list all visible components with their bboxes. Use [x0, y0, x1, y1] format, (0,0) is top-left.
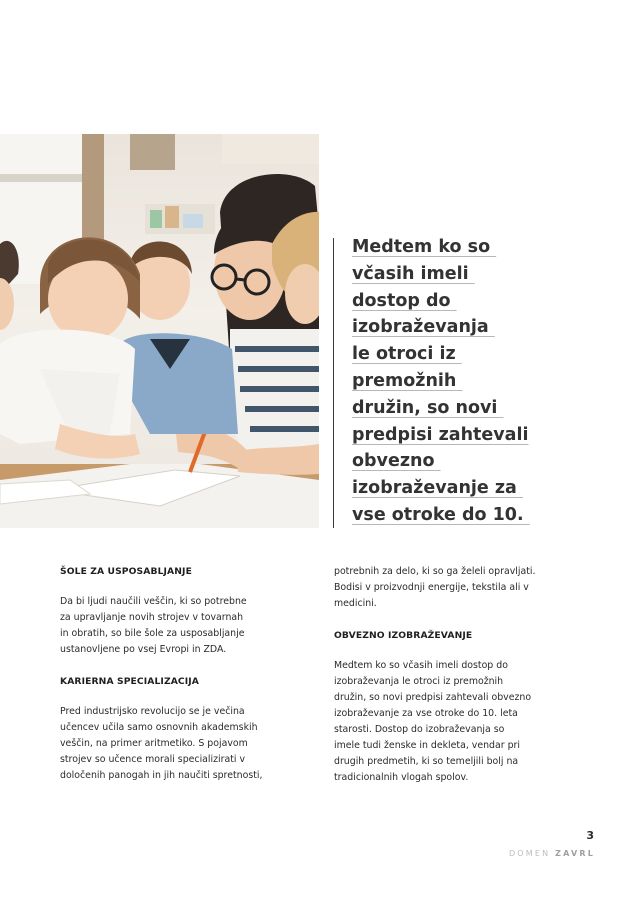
quote-line: Medtem ko so: [352, 237, 497, 257]
quote-line: obvezno: [352, 451, 441, 472]
body-line: in obratih, so bile šole za usposabljanje: [60, 628, 245, 639]
quote-line: vse otroke do 10.: [352, 504, 530, 525]
body-line: izobraževanja le otroci iz premožnih: [334, 676, 504, 687]
body-line: Pred industrijsko revolucijo se je večina: [60, 706, 245, 717]
body-line: drugih predmetih, ki so temeljili bolj na: [334, 756, 519, 767]
quote-vertical-rule: [333, 238, 334, 528]
classroom-photo: [0, 134, 319, 528]
body-line: ustanovljene po vsej Evropi in ZDA.: [60, 644, 227, 655]
body-line: Medtem ko so včasih imeli dostop do: [334, 660, 508, 671]
quote-line: premožnih: [352, 370, 463, 391]
quote-line: izobraževanja: [352, 317, 495, 338]
body-line: Da bi ljudi naučili veščin, ki so potrebne: [60, 596, 247, 607]
section-body-compulsory: [334, 658, 594, 786]
body-line: potrebnih za delo, ki so ga želeli opravljati.: [334, 566, 536, 577]
quote-line: predpisi zahtevali: [352, 424, 529, 445]
body-line: določenih panogah in jih naučiti spretnosti,: [60, 770, 263, 781]
body-line: Bodisi v proizvodnji energije, tekstila ali v: [334, 582, 529, 593]
section-body-career: [60, 704, 320, 784]
pull-quote: [352, 234, 622, 529]
author-last-name: ZAVRL: [555, 849, 595, 858]
left-column: [60, 564, 320, 800]
right-column: [334, 564, 594, 802]
body-line: imele tudi ženske in dekleta, vendar pri: [334, 740, 520, 751]
body-line: tradicionalnih vlogah spolov.: [334, 772, 469, 783]
footer-author: [505, 849, 595, 858]
quote-line: le otroci iz: [352, 344, 462, 365]
body-line: učencev učila samo osnovnih akademskih: [60, 722, 258, 733]
body-line: medicini.: [334, 598, 377, 609]
body-line: veščin, na primer aritmetiko. S pojavom: [60, 738, 248, 749]
quote-line: včasih imeli: [352, 263, 475, 284]
page-number: 3: [586, 829, 594, 842]
body-line: strojev so učence morali specializirati v: [60, 754, 246, 765]
body-line: za upravljanje novih strojev v tovarnah: [60, 612, 244, 623]
section-body-vocational: [60, 594, 320, 658]
quote-line: družin, so novi: [352, 397, 504, 418]
section-heading-compulsory: OBVEZNO IZOBRAŽEVANJE: [334, 630, 473, 641]
section-body-career-continued: [334, 564, 594, 612]
quote-line: izobraževanje za: [352, 478, 523, 499]
author-first-name: DOMEN: [508, 849, 551, 858]
body-line: izobraževanje za vse otroke do 10. leta: [334, 708, 518, 719]
body-line: družin, so novi predpisi zahtevali obvezno: [334, 692, 532, 703]
quote-line: dostop do: [352, 290, 457, 311]
section-heading-vocational: ŠOLE ZA USPOSABLJANJE: [60, 566, 192, 577]
body-line: starosti. Dostop do izobraževanja so: [334, 724, 505, 735]
section-heading-career: KARIERNA SPECIALIZACIJA: [60, 676, 200, 687]
